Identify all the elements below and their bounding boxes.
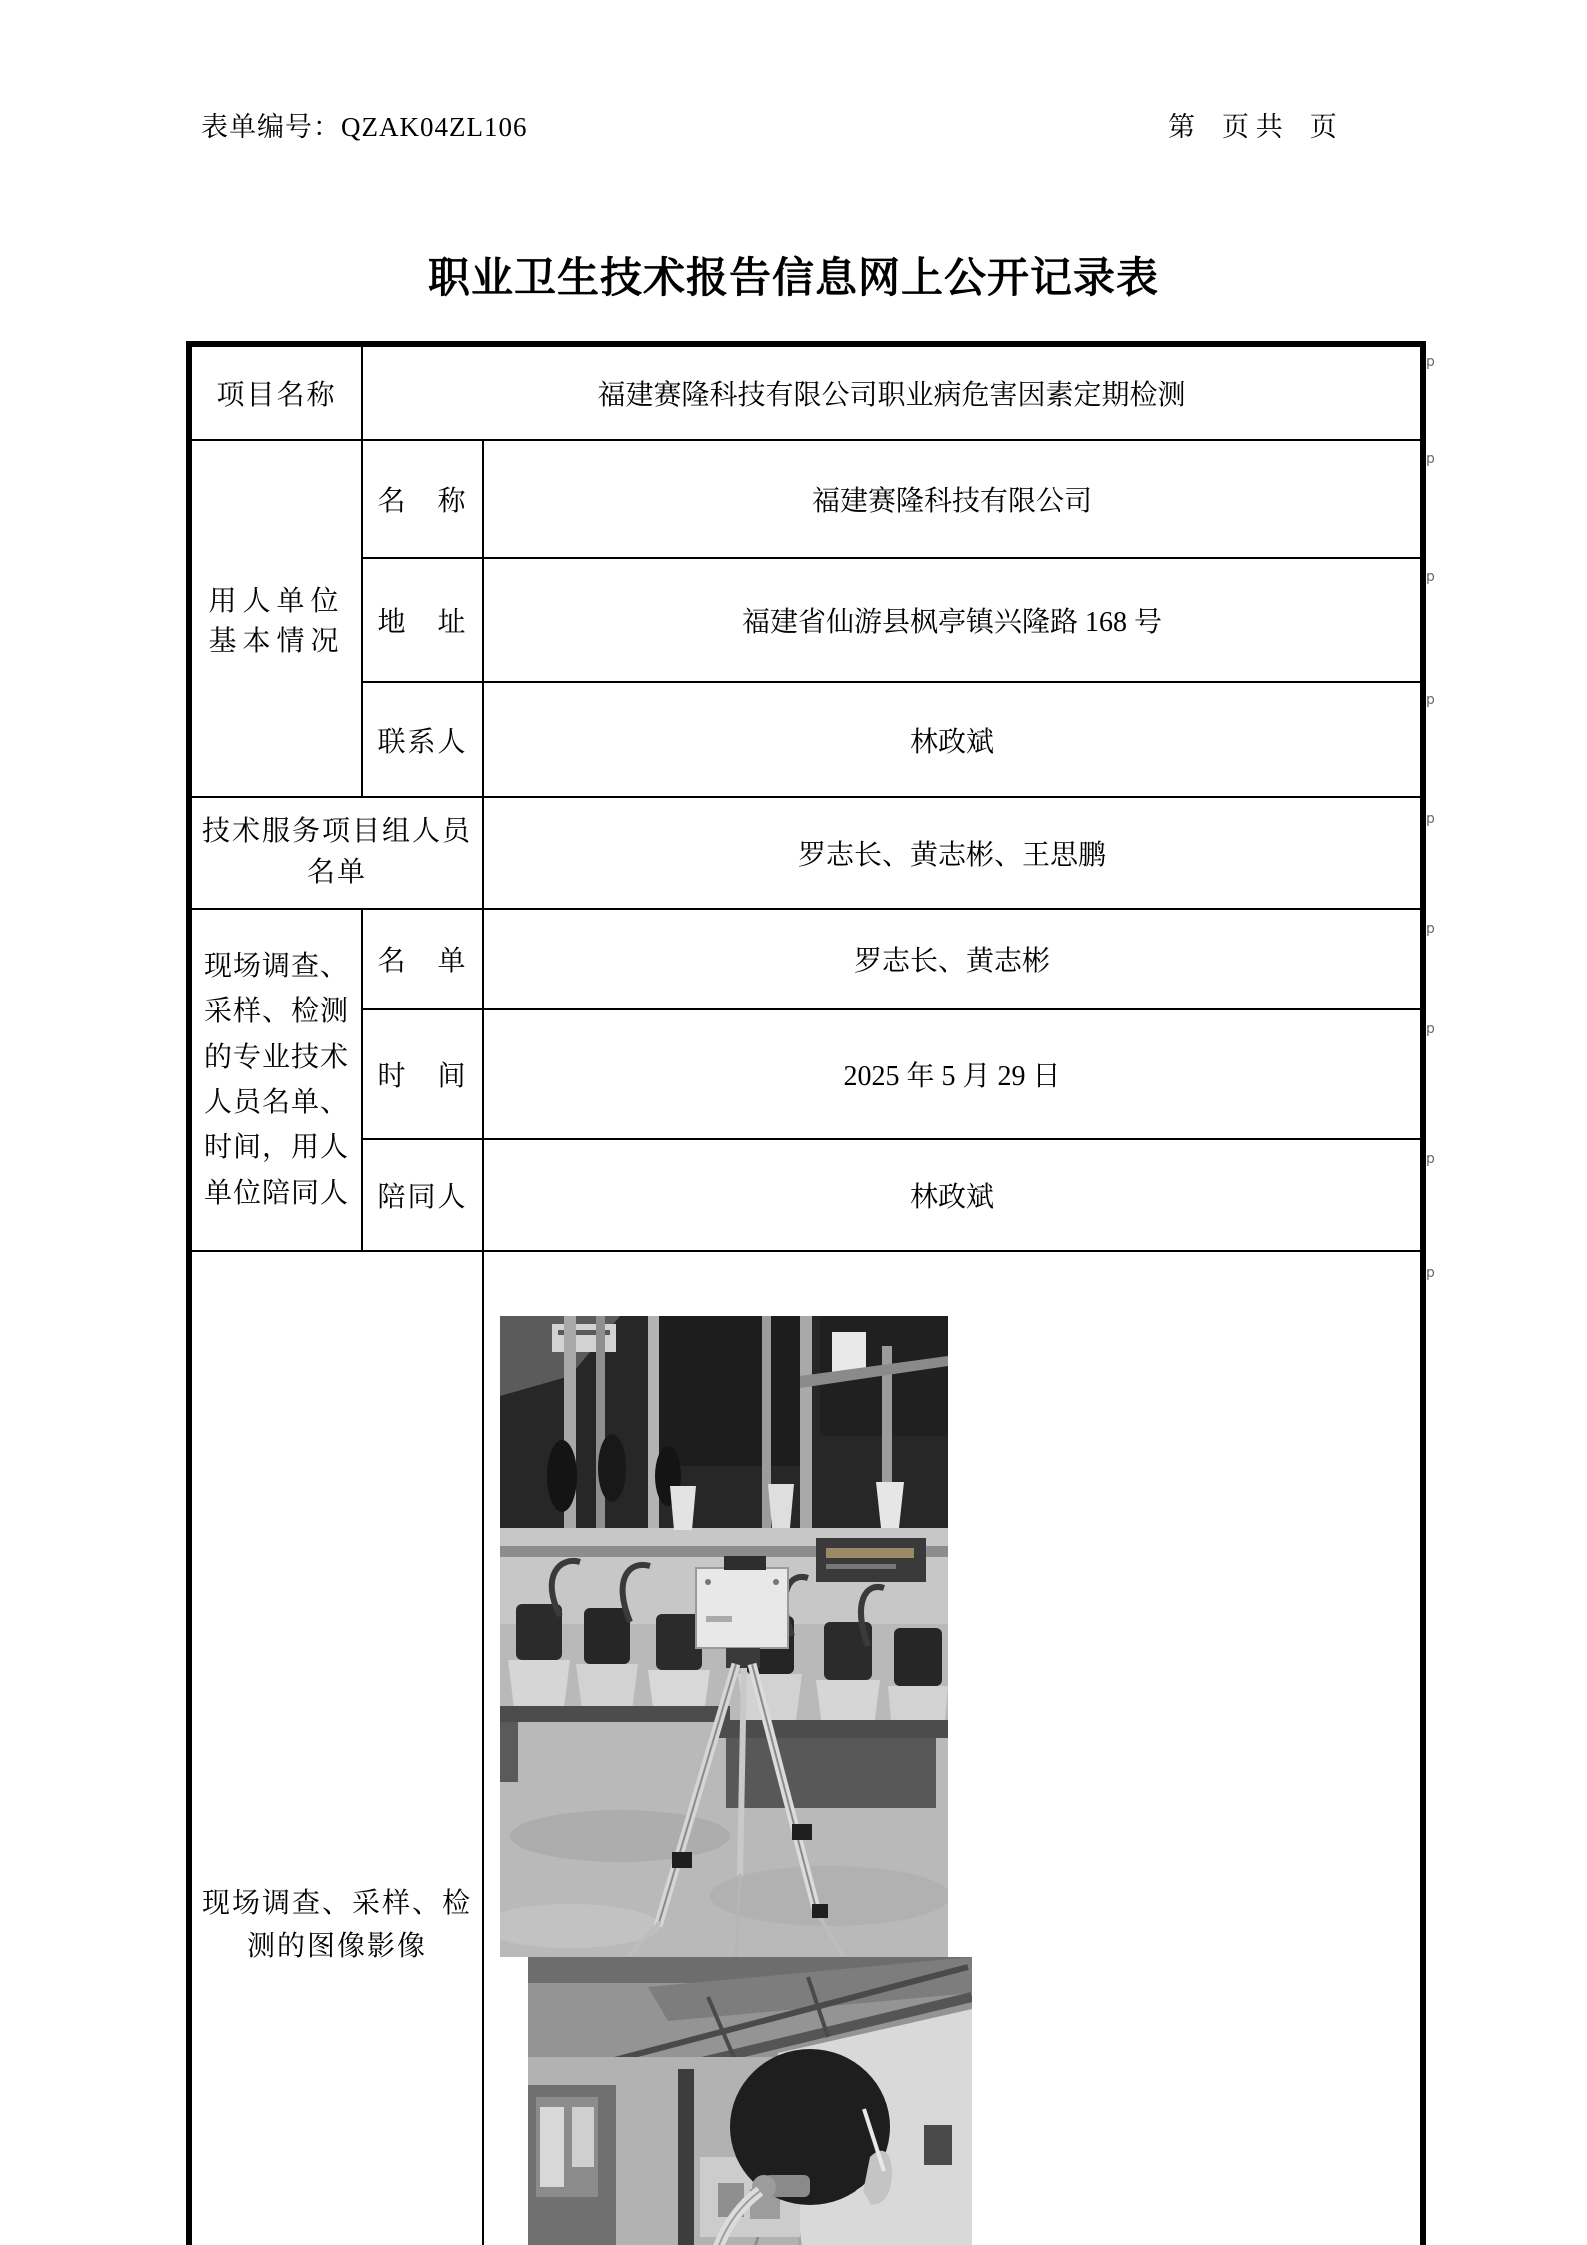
row-site-time: [189, 1009, 1423, 1139]
team-value: 罗志长、黄志彬、王思鹏: [483, 797, 1423, 909]
cell-end-mark-icon: p: [1426, 1021, 1435, 1037]
cell-end-mark-icon: p: [1426, 451, 1435, 467]
site-roster-value: 罗志长、黄志彬: [483, 909, 1423, 1009]
row-team: [189, 797, 1423, 909]
project-name-label: 项目名称: [189, 344, 362, 440]
row-employer-contact: [189, 682, 1423, 797]
employer-address-label: 地 址: [362, 558, 483, 682]
page-marker: 第 页 共 页: [1168, 112, 1337, 142]
row-site-escort: [189, 1139, 1423, 1251]
row-project: [189, 344, 1423, 440]
form-number: 表单编号：QZAK04ZL106: [201, 112, 528, 142]
team-label: 技术服务项目组人员名单: [189, 797, 483, 909]
site-roster-label: 名 单: [362, 909, 483, 1009]
row-employer-address: [189, 558, 1423, 682]
employer-contact-label: 联系人: [362, 682, 483, 797]
employer-name-value: 福建赛隆科技有限公司: [483, 440, 1423, 558]
employer-address-value: 福建省仙游县枫亭镇兴隆路 168 号: [483, 558, 1423, 682]
project-name-value: 福建赛隆科技有限公司职业病危害因素定期检测: [362, 344, 1423, 440]
photo-corridor-worker: [528, 1957, 972, 2245]
employer-name-label: 名 称: [362, 440, 483, 558]
site-work-section-label: 现场调查、采样、检测的专业技术人员名单、时间，用人单位陪同人: [189, 909, 362, 1251]
row-images: [189, 1251, 1423, 2245]
row-site-roster: [189, 909, 1423, 1009]
cell-end-mark-icon: p: [1426, 1265, 1435, 1281]
images-section-label: 现场调查、采样、检测的图像影像: [189, 1251, 483, 2245]
site-escort-label: 陪同人: [362, 1139, 483, 1251]
site-escort-value: 林政斌: [483, 1139, 1423, 1251]
cell-end-mark-icon: p: [1426, 811, 1435, 827]
cell-end-mark-icon: p: [1426, 921, 1435, 937]
row-employer-name: [189, 440, 1423, 558]
page-title: 职业卫生技术报告信息网上公开记录表: [427, 256, 1159, 302]
photo-pump-room-sampler: [500, 1316, 948, 1957]
employer-section-label: 用人单位基本情况: [189, 440, 362, 797]
site-time-value: 2025 年 5 月 29 日: [483, 1009, 1423, 1139]
cell-end-mark-icon: p: [1426, 354, 1435, 370]
cell-end-mark-icon: p: [1426, 1151, 1435, 1167]
images-cell: [483, 1251, 1423, 2245]
record-table: [186, 341, 1426, 2245]
employer-contact-value: 林政斌: [483, 682, 1423, 797]
cell-end-mark-icon: p: [1426, 569, 1435, 585]
cell-end-mark-icon: p: [1426, 692, 1435, 708]
site-time-label: 时 间: [362, 1009, 483, 1139]
